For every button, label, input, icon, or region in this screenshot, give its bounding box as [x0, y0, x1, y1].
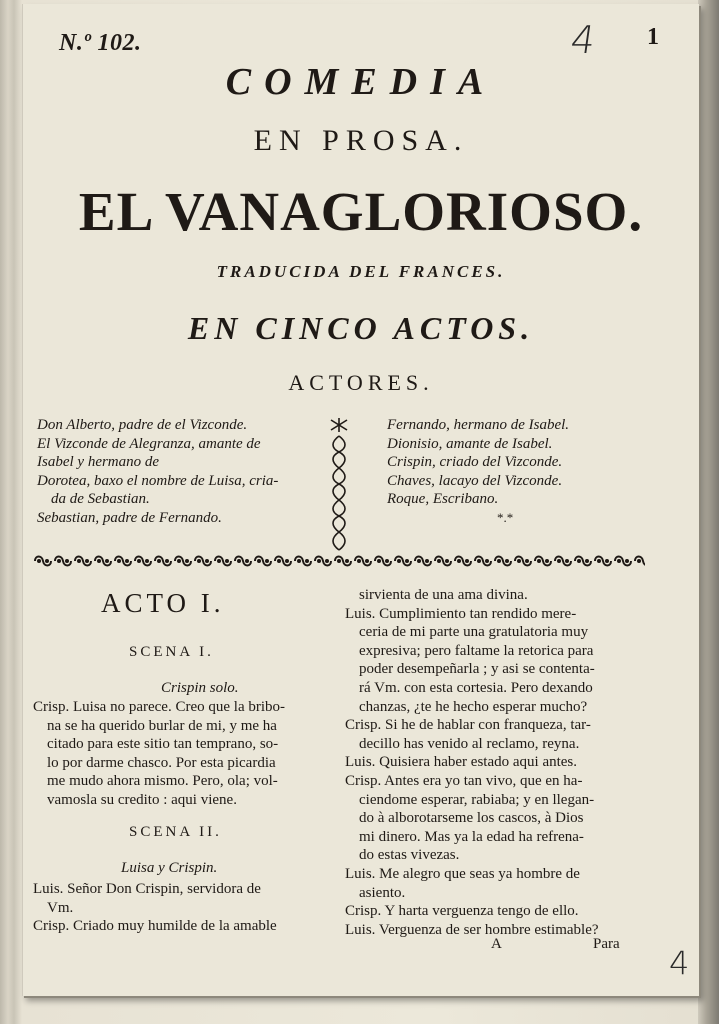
text-line: lo por darme chasco. Por esta picardia: [47, 754, 276, 771]
next-page-edge: [698, 0, 719, 1024]
text-line: ciendome esperar, rabiaba; y en llegan-: [359, 791, 595, 808]
text-line: Crisp. Luisa no parece. Creo que la bribo-: [33, 699, 286, 715]
cast-line: Don Alberto, padre de el Vizconde.: [37, 417, 248, 433]
text-line: na se ha querido burlar de mi, y me ha: [47, 717, 277, 734]
scene-2-heading: SCENA II.: [129, 824, 222, 840]
text-line: mi dinero. Mas ya la edad ha refrena-: [359, 828, 584, 845]
handwritten-mark: 4: [567, 18, 599, 62]
scene-1-heading: SCENA I.: [129, 644, 214, 660]
scene-2-text-left: [33, 880, 329, 936]
text-line: Luis. Señor Don Crispin, servidora de: [33, 881, 261, 897]
margin-handwritten-note: 4: [669, 944, 690, 982]
text-line: decillo has venido al reclamo, reyna.: [359, 735, 580, 752]
text-line: asiento.: [359, 884, 406, 901]
cast-line: Crispin, criado del Vizconde.: [387, 454, 563, 470]
cast-line: da de Sebastian.: [51, 491, 150, 507]
cast-line: Isabel y hermano de: [37, 454, 160, 470]
play-number: N.º 102.: [59, 30, 142, 56]
text-line: Crisp. Criado muy humilde de la amable: [33, 918, 277, 935]
cast-line: Dorotea, baxo el nombre de Luisa, cria-: [37, 472, 279, 489]
text-line: ceria de mi parte una gratulatoria muy: [359, 624, 589, 641]
play-title: EL VANAGLORIOSO.: [78, 181, 644, 242]
actores-heading: ACTORES.: [288, 370, 434, 395]
signature-mark: A: [491, 936, 502, 952]
cast-list-left: [37, 416, 278, 527]
cast-line: Dionisio, amante de Isabel.: [387, 435, 553, 452]
text-line: Crisp. Antes era yo tan vivo, que en ha-: [345, 772, 583, 789]
scene-1-text: [33, 698, 329, 810]
cast-line: Fernando, hermano de Isabel.: [387, 417, 570, 433]
catchword: Para: [593, 936, 620, 952]
cast-line: El Vizconde de Alegranza, amante de: [37, 435, 261, 452]
decorative-border: [33, 552, 645, 570]
title-cinco-actos: EN CINCO ACTOS.: [187, 310, 535, 346]
cast-line: Roque, Escribano.: [387, 491, 499, 507]
text-line: chanzas, ¿te he hecho esperar mucho?: [359, 698, 588, 715]
title-traducida: TRADUCIDA DEL FRANCES.: [216, 262, 506, 281]
text-line: Luis. Cumplimiento tan rendido mere-: [345, 605, 577, 622]
title-comedia: COMEDIA: [225, 61, 497, 103]
text-line: me mudo ahora mismo. Pero, ola; vol-: [47, 773, 278, 790]
text-line: Crisp. Y harta verguenza tengo de ello.: [345, 903, 579, 920]
text-line: poder desempeñarla ; y asi se contenta-: [359, 661, 595, 678]
scene-2-stage-direction: Luisa y Crispin.: [121, 860, 218, 876]
document-page: [22, 4, 699, 996]
asterism-ornament: *.*: [497, 509, 514, 525]
text-line: citado para este sitio tan temprano, so-: [47, 736, 279, 753]
text-line: Luis. Verguenza de ser hombre estimable?: [345, 921, 599, 938]
text-line: rá Vm. con esta cortesia. Pero dexando: [359, 679, 593, 696]
cast-line: Chaves, lacayo del Vizconde.: [387, 472, 563, 489]
text-line: sirvienta de una ama divina.: [359, 587, 528, 603]
act-title: ACTO I.: [101, 588, 225, 618]
text-line: expresiva; pero faltame la retorica para: [359, 642, 594, 659]
knot-ornament-divider: [329, 416, 349, 552]
text-line: do estas vivezas.: [359, 847, 460, 864]
title-en-prosa: EN PROSA.: [253, 124, 469, 157]
text-line: Crisp. Si he de hablar con franqueza, tar-: [345, 717, 591, 734]
text-line: do à alborotarseme los cascos, à Dios: [359, 810, 584, 827]
text-line: Luis. Quisiera haber estado aqui antes.: [345, 754, 578, 771]
text-line: Vm.: [47, 899, 74, 916]
cast-list-right: [387, 416, 569, 527]
scene-1-stage-direction: Crispin solo.: [161, 680, 239, 696]
text-line: vamosla su credito : aqui viene.: [47, 791, 237, 808]
scene-2-text-right: [345, 586, 645, 939]
folio-number: 1: [647, 24, 659, 50]
text-line: Luis. Me alegro que seas ya hombre de: [345, 865, 580, 882]
cast-line: Sebastian, padre de Fernando.: [37, 509, 222, 526]
